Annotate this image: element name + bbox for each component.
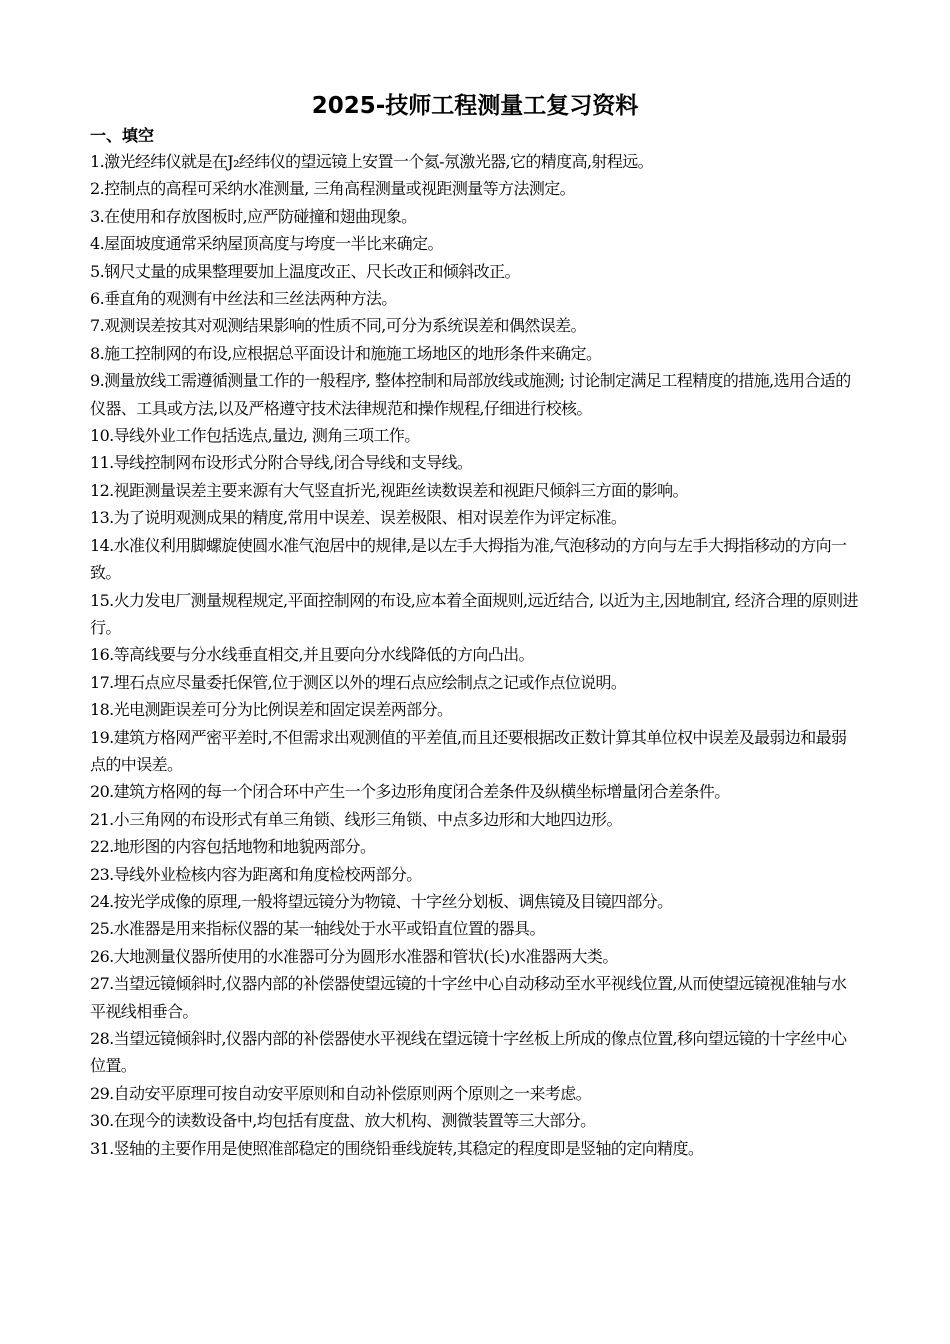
list-item: 17.埋石点应尽量委托保管,位于测区以外的埋石点应绘制点之记或作点位说明。 <box>90 672 627 692</box>
list-item: 14.水准仪利用脚螺旋使圆水准气泡居中的规律,是以左手大拇指为准,气泡移动的方向与左手大拇指移动的方向一致。 <box>90 535 847 583</box>
document-title: 2025-技师工程测量工复习资料 <box>311 93 639 119</box>
list-item: 4.屋面坡度通常采纳屋顶高度与垮度一半比来确定。 <box>90 234 443 254</box>
section-heading: 一、填空 <box>90 126 155 145</box>
fill-in-list <box>90 148 860 1162</box>
list-item: 9.测量放线工需遵循测量工作的一般程序, 整体控制和局部放线或施测; 讨论制定满足工程精度的措施,选用合适的仪器、工具或方法,以及严格遵守技术法律规范和操作规程,仔细进行校核。 <box>90 371 851 418</box>
list-item: 7.观测误差按其对观测结果影响的性质不同,可分为系统误差和偶然误差。 <box>90 316 586 336</box>
list-item: 24.按光学成像的原理,一般将望远镜分为物镜、十字丝分划板、调焦镜及目镜四部分。 <box>90 891 673 911</box>
list-item: 6.垂直角的观测有中丝法和三丝法两种方法。 <box>90 289 397 309</box>
list-item: 30.在现今的读数设备中,均包括有度盘、放大机构、测微装置等三大部分。 <box>90 1111 596 1131</box>
document-page <box>90 88 860 1162</box>
list-item: 28.当望远镜倾斜时,仪器内部的补偿器使水平视线在望远镜十字丝板上所成的像点位置,移向望远镜的十字丝中心位置。 <box>90 1029 847 1076</box>
list-item: 25.水准器是用来指标仪器的某一轴线处于水平或铅直位置的器具。 <box>90 919 545 939</box>
list-item: 20.建筑方格网的每一个闭合环中产生一个多边形角度闭合差条件及纵横坐标增量闭合差条件。 <box>90 782 730 802</box>
list-item: 10.导线外业工作包括选点,量边, 测角三项工作。 <box>90 426 420 446</box>
list-item: 3.在使用和存放图板时,应严防碰撞和翅曲现象。 <box>90 206 417 226</box>
list-item: 1.激光经纬仪就是在J₂经纬仪的望远镜上安置一个氦-氖激光器,它的精度高,射程远。 <box>90 152 654 171</box>
list-item: 2.控制点的高程可采纳水准测量, 三角高程测量或视距测量等方法测定。 <box>90 179 576 199</box>
list-item: 5.钢尺丈量的成果整理要加上温度改正、尺长改正和倾斜改正。 <box>90 261 520 281</box>
list-item: 29.自动安平原理可按自动安平原则和自动补偿原则两个原则之一来考虑。 <box>90 1083 592 1103</box>
list-item: 12.视距测量误差主要来源有大气竖直折光,视距丝读数误差和视距尺倾斜三方面的影响。 <box>90 480 688 500</box>
list-item: 18.光电测距误差可分为比例误差和固定误差两部分。 <box>90 700 453 720</box>
list-item: 8.施工控制网的布设,应根据总平面设计和施施工场地区的地形条件来确定。 <box>90 343 602 363</box>
list-item: 21.小三角网的布设形式有单三角锁、线形三角锁、中点多边形和大地四边形。 <box>90 809 622 829</box>
list-item: 13.为了说明观测成果的精度,常用中误差、误差极限、相对误差作为评定标准。 <box>90 508 627 528</box>
list-item: 15.火力发电厂测量规程规定,平面控制网的布设,应本着全面规则,远近结合, 以近为主,因地制宜, 经济合理的原则进行。 <box>90 590 858 637</box>
list-item: 16.等高线要与分水线垂直相交,并且要向分水线降低的方向凸出。 <box>90 645 534 665</box>
list-item: 26.大地测量仪器所使用的水准器可分为圆形水准器和管状(长)水准器两大类。 <box>90 946 618 966</box>
list-item: 19.建筑方格网严密平差时,不但需求出观测值的平差值,而且还要根据改正数计算其单位权中误差及最弱边和最弱点的中误差。 <box>90 727 847 774</box>
list-item: 23.导线外业检核内容为距离和角度检校两部分。 <box>90 864 422 884</box>
list-item: 31.竖轴的主要作用是使照准部稳定的围绕铅垂线旋转,其稳定的程度即是竖轴的定向精度。 <box>90 1138 704 1158</box>
list-item: 11.导线控制网布设形式分附合导线,闭合导线和支导线。 <box>90 453 473 473</box>
list-item: 22.地形图的内容包括地物和地貌两部分。 <box>90 837 376 857</box>
list-item: 27.当望远镜倾斜时,仪器内部的补偿器使望远镜的十字丝中心自动移动至水平视线位置,从而使望远镜视准轴与水平视线相垂合。 <box>90 974 847 1021</box>
